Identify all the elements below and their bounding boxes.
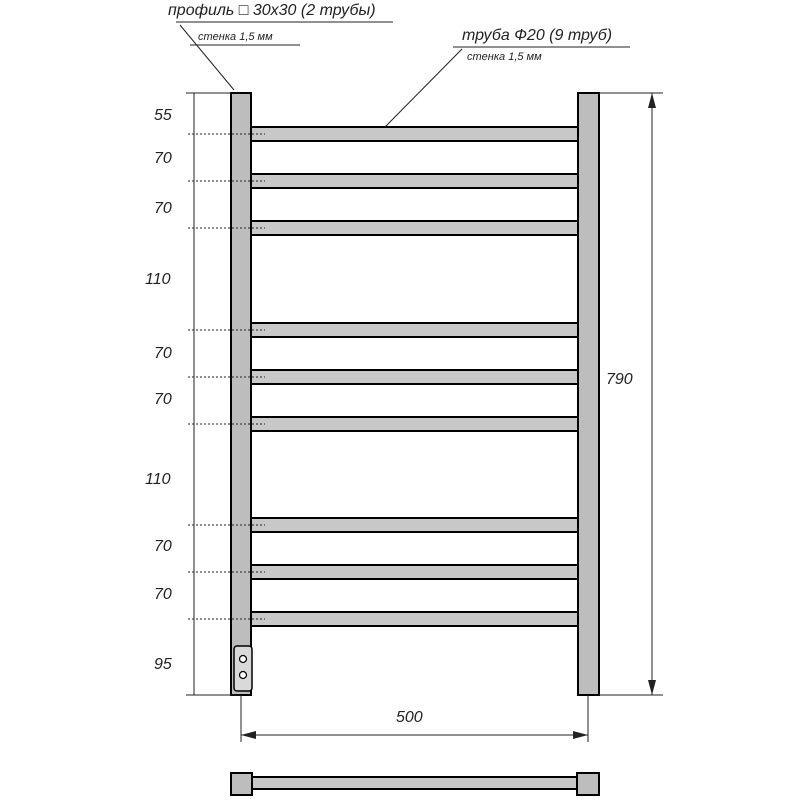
spacing-label-4: 110 (145, 271, 171, 288)
tube-wall-label: стенка 1,5 мм (467, 51, 542, 63)
spacing-label-5: 70 (154, 345, 172, 362)
tube-label: труба Ф20 (9 труб) (462, 27, 613, 44)
connector-socket-icon (240, 656, 247, 663)
electric-connector (234, 646, 252, 691)
total-height-label: 790 (606, 371, 633, 388)
spacing-label-3: 70 (154, 200, 172, 217)
tube-3 (251, 221, 578, 235)
tube-2 (251, 174, 578, 188)
spacing-label-9: 70 (154, 586, 172, 603)
tube-4 (251, 323, 578, 337)
tube-5 (251, 370, 578, 384)
spacing-label-7: 110 (145, 471, 171, 488)
width-label: 500 (396, 709, 423, 726)
tube-leader-line (385, 49, 462, 127)
spacing-label-10: 95 (154, 656, 172, 673)
profile-label: профиль □ 30х30 (2 трубы) (168, 2, 376, 19)
spacing-label-6: 70 (154, 391, 172, 408)
tube-9 (251, 612, 578, 626)
tube-7 (251, 518, 578, 532)
top-view-tube (252, 777, 577, 789)
tube-6 (251, 417, 578, 431)
top-view-right-profile (577, 773, 599, 795)
tube-1 (251, 127, 578, 141)
spacing-label-2: 70 (154, 150, 172, 167)
horizontal-tubes (251, 127, 578, 626)
connector-socket-icon (240, 672, 247, 679)
spacing-label-8: 70 (154, 538, 172, 555)
profile-wall-label: стенка 1,5 мм (198, 31, 273, 43)
right-vertical-profile (578, 93, 599, 695)
top-view-left-profile (231, 773, 252, 795)
tube-8 (251, 565, 578, 579)
spacing-label-1: 55 (154, 107, 172, 124)
left-vertical-profile (231, 93, 251, 695)
top-view (231, 773, 599, 795)
height-dimension (599, 93, 663, 695)
